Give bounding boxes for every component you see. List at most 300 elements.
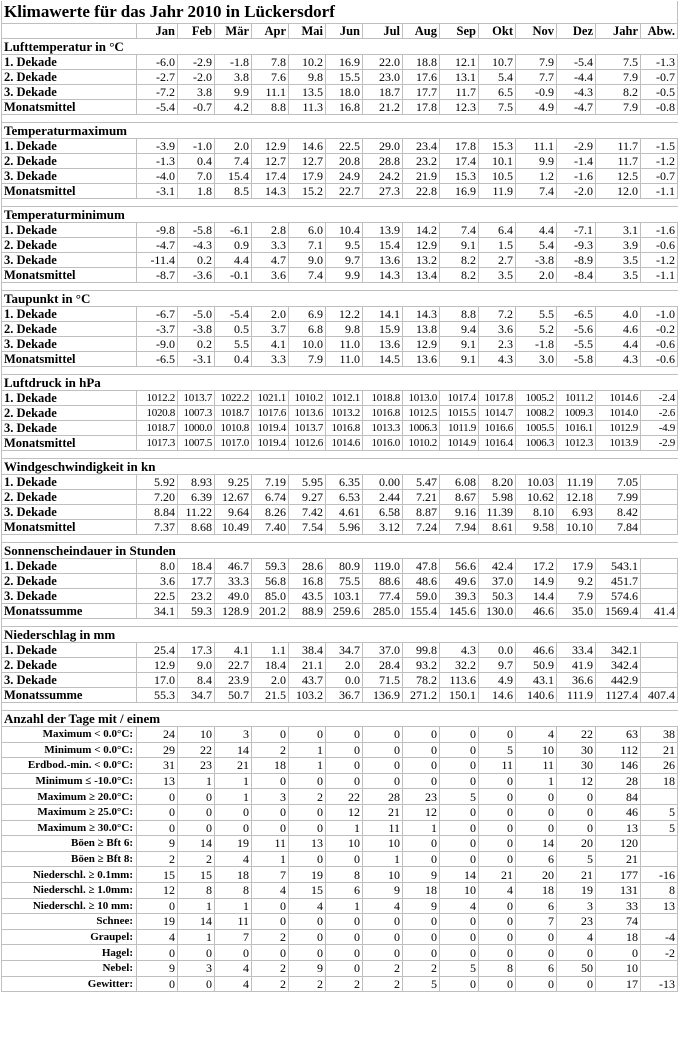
table-cell: 7.9	[516, 55, 557, 70]
table-cell: 130.0	[479, 604, 516, 619]
section-spacer	[479, 291, 516, 307]
column-header: Jul	[363, 24, 403, 39]
table-cell: 6.8	[289, 322, 326, 337]
table-cell: 7.4	[289, 268, 326, 283]
table-cell: 42.4	[479, 559, 516, 574]
table-cell: 33.4	[557, 643, 596, 658]
table-cell: 46.6	[516, 643, 557, 658]
table-cell: 59.3	[178, 604, 215, 619]
table-row	[2, 490, 678, 505]
table-cell: 0	[178, 945, 215, 961]
table-cell: 2.8	[252, 223, 289, 238]
table-cell: -4.7	[137, 238, 178, 253]
table-cell: 0	[326, 851, 363, 867]
table-cell: 271.2	[403, 688, 440, 703]
table-cell: 15.3	[479, 139, 516, 154]
table-cell: 1018.8	[363, 391, 403, 406]
table-cell: 7.6	[252, 70, 289, 85]
table-cell: 2.0	[215, 139, 252, 154]
table-cell: 14	[178, 914, 215, 930]
table-cell: 7.99	[596, 490, 641, 505]
table-cell: 0	[178, 820, 215, 836]
table-cell: 18.0	[326, 85, 363, 100]
table-cell: 111.9	[557, 688, 596, 703]
table-cell	[641, 475, 678, 490]
table-cell: 46.6	[516, 604, 557, 619]
table-cell: -2	[641, 945, 678, 961]
table-cell: 0	[479, 804, 516, 820]
table-cell: 0	[479, 914, 516, 930]
section-title: Lufttemperatur in °C	[2, 39, 363, 55]
table-cell: 131	[596, 882, 641, 898]
spacer-cell	[2, 451, 678, 459]
section-spacer	[516, 711, 557, 727]
table-cell: -1.2	[641, 253, 678, 268]
table-cell: -4.4	[557, 70, 596, 85]
table-cell: 13.4	[403, 268, 440, 283]
table-cell: -4	[641, 929, 678, 945]
table-cell: 0	[215, 945, 252, 961]
table-cell: 0	[252, 804, 289, 820]
table-cell: 0	[516, 945, 557, 961]
table-cell: 11.19	[557, 475, 596, 490]
table-cell: 2	[252, 976, 289, 992]
row-label: 3. Dekade	[2, 253, 137, 268]
table-row	[2, 100, 678, 115]
table-cell: 0.0	[479, 643, 516, 658]
table-cell: 0	[289, 727, 326, 743]
row-label: Monatssumme	[2, 688, 137, 703]
table-cell: 12.9	[403, 238, 440, 253]
table-cell: 1013.2	[326, 406, 363, 421]
table-cell: 0	[403, 914, 440, 930]
table-cell: 17.9	[557, 559, 596, 574]
table-cell: 17	[596, 976, 641, 992]
table-cell: 8.2	[596, 85, 641, 100]
table-row	[2, 898, 678, 914]
row-label: 3. Dekade	[2, 337, 137, 352]
table-cell: 8	[479, 960, 516, 976]
table-cell: -7.2	[137, 85, 178, 100]
table-row	[2, 253, 678, 268]
table-cell: 10	[363, 836, 403, 852]
table-cell: 1022.2	[215, 391, 252, 406]
table-cell: 1012.5	[403, 406, 440, 421]
section-spacer	[440, 291, 479, 307]
spacer-row	[2, 619, 678, 627]
row-label: Monatsmittel	[2, 436, 137, 451]
table-cell: 21.9	[403, 169, 440, 184]
table-cell: 56.8	[252, 574, 289, 589]
table-cell: 13.5	[289, 85, 326, 100]
table-row	[2, 658, 678, 673]
table-cell: 37.0	[479, 574, 516, 589]
table-cell: 10.10	[557, 520, 596, 535]
section-spacer	[596, 39, 641, 55]
table-cell: 28	[596, 773, 641, 789]
table-cell: 6	[516, 960, 557, 976]
table-cell: 26	[641, 758, 678, 774]
table-cell: 43.5	[289, 589, 326, 604]
row-label: 2. Dekade	[2, 490, 137, 505]
table-cell: 14.4	[516, 589, 557, 604]
row-label: Niederschl. ≥ 10 mm:	[2, 898, 137, 914]
table-cell: 1013.9	[596, 436, 641, 451]
spacer-row	[2, 283, 678, 291]
section-spacer	[479, 123, 516, 139]
table-cell	[641, 520, 678, 535]
section-spacer	[596, 459, 641, 475]
table-cell: 0	[557, 804, 596, 820]
table-cell: 0	[479, 851, 516, 867]
table-cell: 22	[557, 727, 596, 743]
table-cell: 18	[516, 882, 557, 898]
row-label: 2. Dekade	[2, 574, 137, 589]
row-label: Niederschl. ≥ 1.0mm:	[2, 882, 137, 898]
table-row	[2, 307, 678, 322]
table-cell: 1006.3	[516, 436, 557, 451]
table-cell: -5.8	[557, 352, 596, 367]
table-cell: 574.6	[596, 589, 641, 604]
table-cell: 36.6	[557, 673, 596, 688]
section-spacer	[363, 375, 403, 391]
table-cell: 0	[137, 976, 178, 992]
table-cell: 7.54	[289, 520, 326, 535]
section-header-row	[2, 207, 678, 223]
table-cell: 75.5	[326, 574, 363, 589]
table-cell: 9.9	[215, 85, 252, 100]
table-cell: 13.6	[363, 253, 403, 268]
table-cell: 23	[403, 789, 440, 805]
table-cell: -9.8	[137, 223, 178, 238]
table-cell: 103.2	[289, 688, 326, 703]
table-cell: 80.9	[326, 559, 363, 574]
table-cell: 24.2	[363, 169, 403, 184]
table-cell: 1	[516, 773, 557, 789]
table-cell: 15.3	[440, 169, 479, 184]
table-cell: -1.8	[215, 55, 252, 70]
row-label: 1. Dekade	[2, 391, 137, 406]
table-cell: 5	[557, 851, 596, 867]
table-cell: 8.0	[137, 559, 178, 574]
table-cell: 15.4	[363, 238, 403, 253]
table-cell: 1	[215, 898, 252, 914]
table-cell: 12	[403, 804, 440, 820]
row-label: Erdbod.-min. < 0.0°C:	[2, 758, 137, 774]
table-cell: -5.0	[178, 307, 215, 322]
table-cell	[641, 589, 678, 604]
table-row	[2, 758, 678, 774]
table-row	[2, 85, 678, 100]
table-cell: 0	[440, 945, 479, 961]
table-row	[2, 589, 678, 604]
table-cell: 3.5	[596, 253, 641, 268]
table-cell: 0	[479, 789, 516, 805]
row-label: Graupel:	[2, 929, 137, 945]
table-cell: 21.2	[363, 100, 403, 115]
section-title: Temperaturmaximum	[2, 123, 363, 139]
table-cell: 2	[137, 851, 178, 867]
table-cell: 1016.8	[363, 406, 403, 421]
section-spacer	[557, 123, 596, 139]
spacer-row	[2, 115, 678, 123]
table-cell: 0.9	[215, 238, 252, 253]
section-spacer	[363, 627, 403, 643]
table-cell: 3.0	[516, 352, 557, 367]
table-cell: 7.20	[137, 490, 178, 505]
table-cell: -0.5	[641, 85, 678, 100]
column-header: Aug	[403, 24, 440, 39]
table-cell: 12.9	[137, 658, 178, 673]
table-cell: 0	[326, 945, 363, 961]
table-cell: 0	[363, 945, 403, 961]
table-cell: 9.1	[440, 238, 479, 253]
table-cell: 1017.0	[215, 436, 252, 451]
table-cell: 9.4	[440, 322, 479, 337]
table-cell: 11	[252, 836, 289, 852]
table-cell: 1020.8	[137, 406, 178, 421]
table-cell: 1	[403, 820, 440, 836]
section-title: Sonnenscheindauer in Stunden	[2, 543, 363, 559]
table-cell: 4	[557, 929, 596, 945]
column-header: Jun	[326, 24, 363, 39]
section-spacer	[557, 39, 596, 55]
table-cell: 93.2	[403, 658, 440, 673]
table-cell: 4	[215, 851, 252, 867]
table-cell: 1018.7	[137, 421, 178, 436]
table-cell: 21	[479, 867, 516, 883]
section-spacer	[596, 711, 641, 727]
table-cell: 9.0	[178, 658, 215, 673]
table-cell: 85.0	[252, 589, 289, 604]
table-cell: 10.49	[215, 520, 252, 535]
column-header: Dez	[557, 24, 596, 39]
table-cell: -1.0	[641, 307, 678, 322]
table-cell: 2	[326, 976, 363, 992]
table-cell: 0	[440, 914, 479, 930]
section-spacer	[516, 207, 557, 223]
table-cell: -6.7	[137, 307, 178, 322]
row-label: Monatsmittel	[2, 268, 137, 283]
table-cell: 6.53	[326, 490, 363, 505]
table-cell: -3.8	[516, 253, 557, 268]
table-cell: -3.7	[137, 322, 178, 337]
table-cell: -3.1	[178, 352, 215, 367]
table-cell: 1016.4	[479, 436, 516, 451]
table-cell: 1018.7	[215, 406, 252, 421]
table-cell: 23	[557, 914, 596, 930]
table-cell: 0	[403, 945, 440, 961]
table-cell: 112	[596, 742, 641, 758]
section-spacer	[363, 291, 403, 307]
row-label: 1. Dekade	[2, 643, 137, 658]
table-cell: 1013.3	[363, 421, 403, 436]
table-cell: 9.5	[326, 238, 363, 253]
table-cell: 39.3	[440, 589, 479, 604]
column-header: Mär	[215, 24, 252, 39]
table-cell: 3.5	[596, 268, 641, 283]
table-cell: 5.2	[516, 322, 557, 337]
table-cell	[641, 960, 678, 976]
table-cell: -3.6	[178, 268, 215, 283]
table-cell: 0	[326, 929, 363, 945]
row-label: Monatsmittel	[2, 184, 137, 199]
table-cell: 4.2	[215, 100, 252, 115]
table-cell: 0.4	[178, 154, 215, 169]
section-spacer	[516, 123, 557, 139]
section-spacer	[596, 375, 641, 391]
table-cell: 4	[289, 898, 326, 914]
table-cell: 23.0	[363, 70, 403, 85]
row-label: Böen ≥ Bft 8:	[2, 851, 137, 867]
table-cell: 1013.7	[178, 391, 215, 406]
table-cell: 0	[403, 727, 440, 743]
table-cell: 1013.0	[403, 391, 440, 406]
table-row	[2, 867, 678, 883]
section-header-row	[2, 291, 678, 307]
table-cell: -2.6	[641, 406, 678, 421]
section-spacer	[363, 543, 403, 559]
section-spacer	[641, 123, 678, 139]
table-cell: 5.47	[403, 475, 440, 490]
table-cell: 50	[557, 960, 596, 976]
table-cell: 9.8	[289, 70, 326, 85]
table-cell: 22.7	[326, 184, 363, 199]
table-cell: -5.4	[137, 100, 178, 115]
table-cell: 1	[178, 898, 215, 914]
table-row	[2, 421, 678, 436]
table-cell: 9.58	[516, 520, 557, 535]
table-cell: 10	[363, 867, 403, 883]
table-cell: 2	[178, 851, 215, 867]
table-cell: 342.1	[596, 643, 641, 658]
table-cell: -1.3	[137, 154, 178, 169]
table-cell: 28	[363, 789, 403, 805]
climate-table	[1, 1, 678, 992]
section-spacer	[440, 39, 479, 55]
row-label: 1. Dekade	[2, 307, 137, 322]
table-cell: 2.0	[326, 658, 363, 673]
table-cell: 5	[440, 960, 479, 976]
table-cell: 1007.3	[178, 406, 215, 421]
section-title: Luftdruck in hPa	[2, 375, 363, 391]
section-spacer	[363, 39, 403, 55]
table-cell: 1010.2	[403, 436, 440, 451]
section-spacer	[557, 543, 596, 559]
row-label: Monatsmittel	[2, 100, 137, 115]
spacer-cell	[2, 535, 678, 543]
table-cell: 19	[215, 836, 252, 852]
table-cell: 0	[326, 742, 363, 758]
row-label: Monatssumme	[2, 604, 137, 619]
table-cell: 30	[557, 742, 596, 758]
table-cell: -0.6	[641, 352, 678, 367]
table-cell: 1.5	[479, 238, 516, 253]
row-label: Maximum < 0.0°C:	[2, 727, 137, 743]
table-cell: -8.7	[137, 268, 178, 283]
table-cell: -1.1	[641, 268, 678, 283]
section-spacer	[479, 711, 516, 727]
table-cell: 4.4	[215, 253, 252, 268]
table-cell: 20	[516, 867, 557, 883]
table-cell: 0	[326, 960, 363, 976]
table-cell: 0	[440, 742, 479, 758]
column-header-row	[2, 24, 678, 39]
table-cell: 5.96	[326, 520, 363, 535]
section-spacer	[641, 375, 678, 391]
column-header: Jahr	[596, 24, 641, 39]
table-cell: 1014.9	[440, 436, 479, 451]
table-cell: -1.6	[641, 223, 678, 238]
section-spacer	[641, 39, 678, 55]
table-row	[2, 960, 678, 976]
table-cell: 0	[440, 851, 479, 867]
table-row	[2, 688, 678, 703]
table-cell: 7.0	[178, 169, 215, 184]
row-label: Nebel:	[2, 960, 137, 976]
table-cell: 36.7	[326, 688, 363, 703]
column-header: Abw.	[641, 24, 678, 39]
table-cell: 5.5	[215, 337, 252, 352]
table-cell: 113.6	[440, 673, 479, 688]
table-cell: 22.5	[137, 589, 178, 604]
table-cell: 0	[363, 727, 403, 743]
table-cell: -4.3	[557, 85, 596, 100]
section-spacer	[516, 375, 557, 391]
table-cell: 10.4	[326, 223, 363, 238]
table-cell: 12	[557, 773, 596, 789]
table-cell: 0	[289, 773, 326, 789]
table-cell: 0.00	[363, 475, 403, 490]
table-cell: 23.2	[403, 154, 440, 169]
table-cell: 1.1	[252, 643, 289, 658]
table-cell: 0	[516, 804, 557, 820]
table-cell: 3.6	[479, 322, 516, 337]
table-cell: 13.1	[440, 70, 479, 85]
table-cell: 3.9	[596, 238, 641, 253]
section-spacer	[403, 543, 440, 559]
table-cell: 11.9	[479, 184, 516, 199]
spacer-cell	[2, 367, 678, 375]
table-cell: 0	[178, 789, 215, 805]
table-cell: 119.0	[363, 559, 403, 574]
row-label: 1. Dekade	[2, 55, 137, 70]
table-cell: 21.1	[289, 658, 326, 673]
table-cell: 0	[479, 898, 516, 914]
table-cell: 14.1	[363, 307, 403, 322]
table-cell: 7.21	[403, 490, 440, 505]
table-cell: 1016.6	[479, 421, 516, 436]
section-header-row	[2, 39, 678, 55]
table-cell: 1005.5	[516, 421, 557, 436]
table-cell: -9.0	[137, 337, 178, 352]
table-cell: 11.0	[326, 337, 363, 352]
table-cell: 5	[440, 789, 479, 805]
section-spacer	[557, 375, 596, 391]
table-cell: 3.5	[479, 268, 516, 283]
table-cell: 1010.8	[215, 421, 252, 436]
table-cell: 28.4	[363, 658, 403, 673]
table-cell: -1.3	[641, 55, 678, 70]
section-spacer	[479, 543, 516, 559]
table-cell: 22.8	[403, 184, 440, 199]
table-cell: 7	[516, 914, 557, 930]
table-cell: 8.20	[479, 475, 516, 490]
table-cell: 1017.3	[137, 436, 178, 451]
table-cell: 1	[289, 742, 326, 758]
table-cell: -0.7	[641, 169, 678, 184]
table-cell: 1569.4	[596, 604, 641, 619]
